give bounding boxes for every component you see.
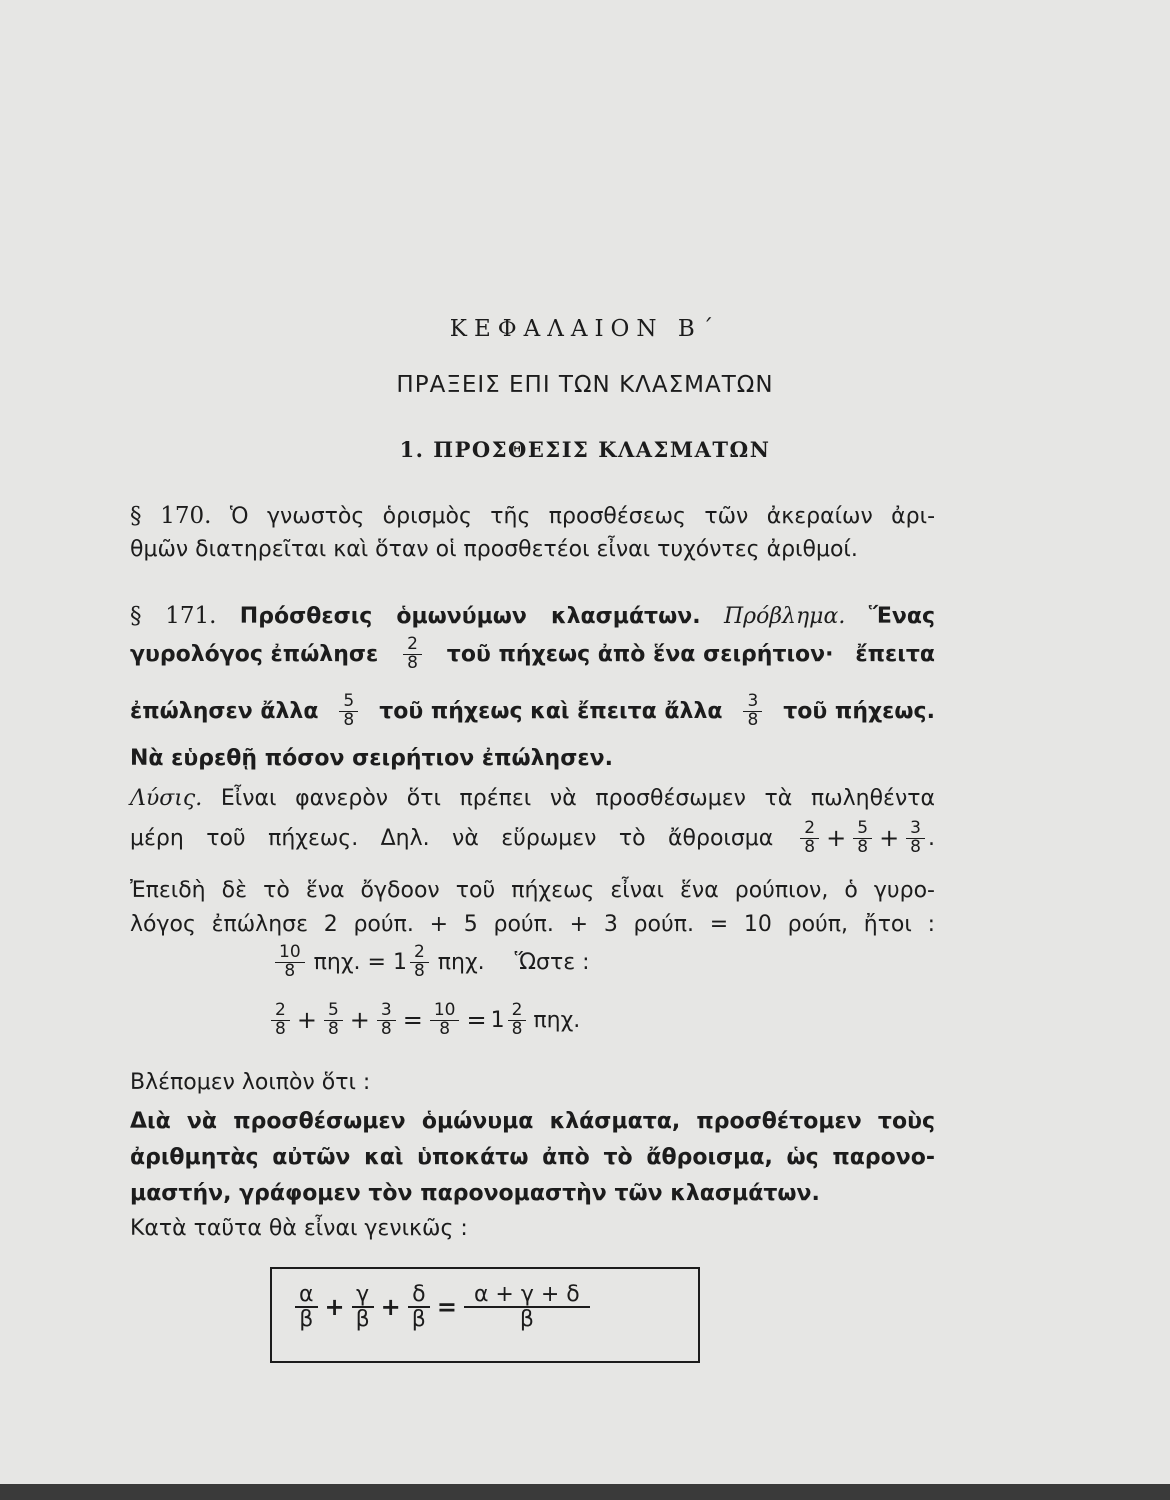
rule-line2: ἀριθμητὰς αὐτῶν καὶ ὑποκάτω ἀπὸ τὸ ἄθροισμα, ὡς παρονο- (130, 1145, 935, 1170)
eq1-text-c: Ὥστε : (514, 949, 590, 975)
p171-line1 (130, 603, 935, 629)
fraction-5-8: $\frac{5}{8}$ (324, 1002, 343, 1039)
general-intro: Κατὰ ταῦτα θὰ εἶναι γενικῶς : (130, 1216, 468, 1241)
sum-fraction-3-8: $\frac{3}{8}$ (906, 820, 925, 857)
equation-1 (272, 944, 590, 981)
chapter-heading: ΚΕΦΑΛΑΙΟΝ Β΄ (449, 316, 721, 342)
plus-sign: + (380, 1293, 401, 1322)
fraction-3-8: $\frac{3}{8}$ (377, 1002, 396, 1039)
fraction-2-8: $\frac{2}{8}$ (271, 1002, 290, 1039)
whole-one: 1 (490, 1007, 505, 1033)
fraction-10-8: $\frac{10}{8}$ (430, 1002, 460, 1039)
conclusion-intro: Βλέπομεν λοιπὸν ὅτι : (130, 1070, 371, 1095)
plus-sign: + (826, 824, 847, 853)
plus-sign: + (349, 1006, 370, 1035)
p170-line1 (130, 503, 935, 529)
p171-line3 (130, 693, 935, 730)
general-formula-box (270, 1267, 700, 1363)
plus-sign: + (879, 824, 900, 853)
solution-line4: λόγος ἐπώλησε 2 ρούπ. + 5 ρούπ. + 3 ρούπ. = 10 ρούπ, ἤτοι : (130, 912, 935, 937)
p171-mark: § 171. (130, 603, 217, 629)
plus-sign: + (324, 1293, 345, 1322)
p170-line2: θμῶν διατηρεῖται καὶ ὅταν οἱ προσθετέοι εἶναι τυχόντες ἀριθμοί. (130, 537, 858, 562)
fraction-2-8: $\frac{2}{8}$ (403, 636, 422, 673)
page-bottom-edge (0, 1484, 1170, 1500)
solution-line3: Ἐπειδὴ δὲ τὸ ἕνα ὄγδοον τοῦ πήχεως εἶναι ἕνα ρούπιον, ὁ γυρο- (130, 878, 935, 903)
eq2-end: πηχ. (533, 1007, 581, 1033)
eq1-text-a: πηχ. = 1 (313, 949, 407, 975)
sum-fraction-2-8: $\frac{2}{8}$ (800, 820, 819, 857)
problem-label: Πρόβλημα. (723, 604, 846, 629)
p171-line2a: γυρολόγος ἐπώλησε (130, 641, 379, 667)
p171-line3a: ἐπώλησεν ἄλλα (130, 698, 319, 724)
solution-line2 (130, 820, 935, 857)
solution-line1 (130, 786, 935, 811)
p170-text1: Ὁ γνωστὸς ὁρισμὸς τῆς προσθέσεως τῶν ἀκεραίων ἀρι- (229, 504, 936, 529)
p171-line3b: τοῦ πήχεως καὶ ἔπειτα ἄλλα (379, 698, 723, 724)
solution-label: Λύσις. (130, 786, 203, 811)
solution-text1: Εἶναι φανερὸν ὅτι πρέπει νὰ προσθέσωμεν τὰ πωληθέντα (220, 786, 935, 811)
period: . (928, 825, 935, 851)
fraction-delta-beta: $\frac{\delta}{\beta}$ (408, 1283, 430, 1331)
general-formula (292, 1283, 593, 1331)
fraction-10-8: $\frac{10}{8}$ (275, 944, 305, 981)
equals-sign: = (466, 1006, 487, 1035)
p171-line4: Νὰ εὑρεθῇ πόσον σειρήτιον ἐπώλησεν. (130, 746, 613, 771)
equation-2 (268, 1002, 580, 1039)
section-heading: 1. ΠΡΟΣΘΕΣΙΣ ΚΛΑΣΜΑΤΩΝ (399, 437, 771, 462)
p171-line2 (130, 636, 935, 673)
equals-sign: = (402, 1006, 423, 1035)
sum-fraction-5-8: $\frac{5}{8}$ (853, 820, 872, 857)
p171-line1-end: Ἕνας (868, 604, 936, 629)
p171-heading: Πρόσθεσις ὁμωνύμων κλασμάτων. (239, 604, 701, 629)
fraction-sum-beta: $\frac{\alpha + \gamma + \delta}{\beta}$ (464, 1283, 590, 1331)
p171-line2b: τοῦ πήχεως ἀπὸ ἕνα σειρήτιον· (446, 641, 834, 667)
fraction-gamma-beta: $\frac{\gamma}{\beta}$ (352, 1283, 374, 1331)
fraction-2-8: $\frac{2}{8}$ (410, 944, 429, 981)
rule-line3: μαστήν, γράφομεν τὸν παρονομαστὴν τῶν κλασμάτων. (130, 1181, 820, 1206)
fraction-alpha-beta: $\frac{\alpha}{\beta}$ (295, 1283, 318, 1331)
p171-line3c: τοῦ πήχεως. (783, 698, 935, 724)
fraction-2-8: $\frac{2}{8}$ (508, 1002, 527, 1039)
p171-line2c: ἔπειτα (855, 641, 935, 667)
rule-line1: Διὰ νὰ προσθέσωμεν ὁμώνυμα κλάσματα, προσθέτομεν τοὺς (130, 1109, 935, 1134)
plus-sign: + (296, 1006, 317, 1035)
solution-text2: μέρη τοῦ πήχεως. Δηλ. νὰ εὕρωμεν τὸ ἄθροισμα (130, 825, 774, 851)
eq1-text-b: πηχ. (437, 949, 485, 975)
chapter-title: ΠΡΑΞΕΙΣ ΕΠΙ ΤΩΝ ΚΛΑΣΜΑΤΩΝ (396, 372, 774, 398)
p170-mark: § 170. (130, 503, 212, 529)
fraction-5-8: $\frac{5}{8}$ (339, 693, 358, 730)
equals-sign: = (436, 1293, 457, 1322)
fraction-3-8: $\frac{3}{8}$ (743, 693, 762, 730)
